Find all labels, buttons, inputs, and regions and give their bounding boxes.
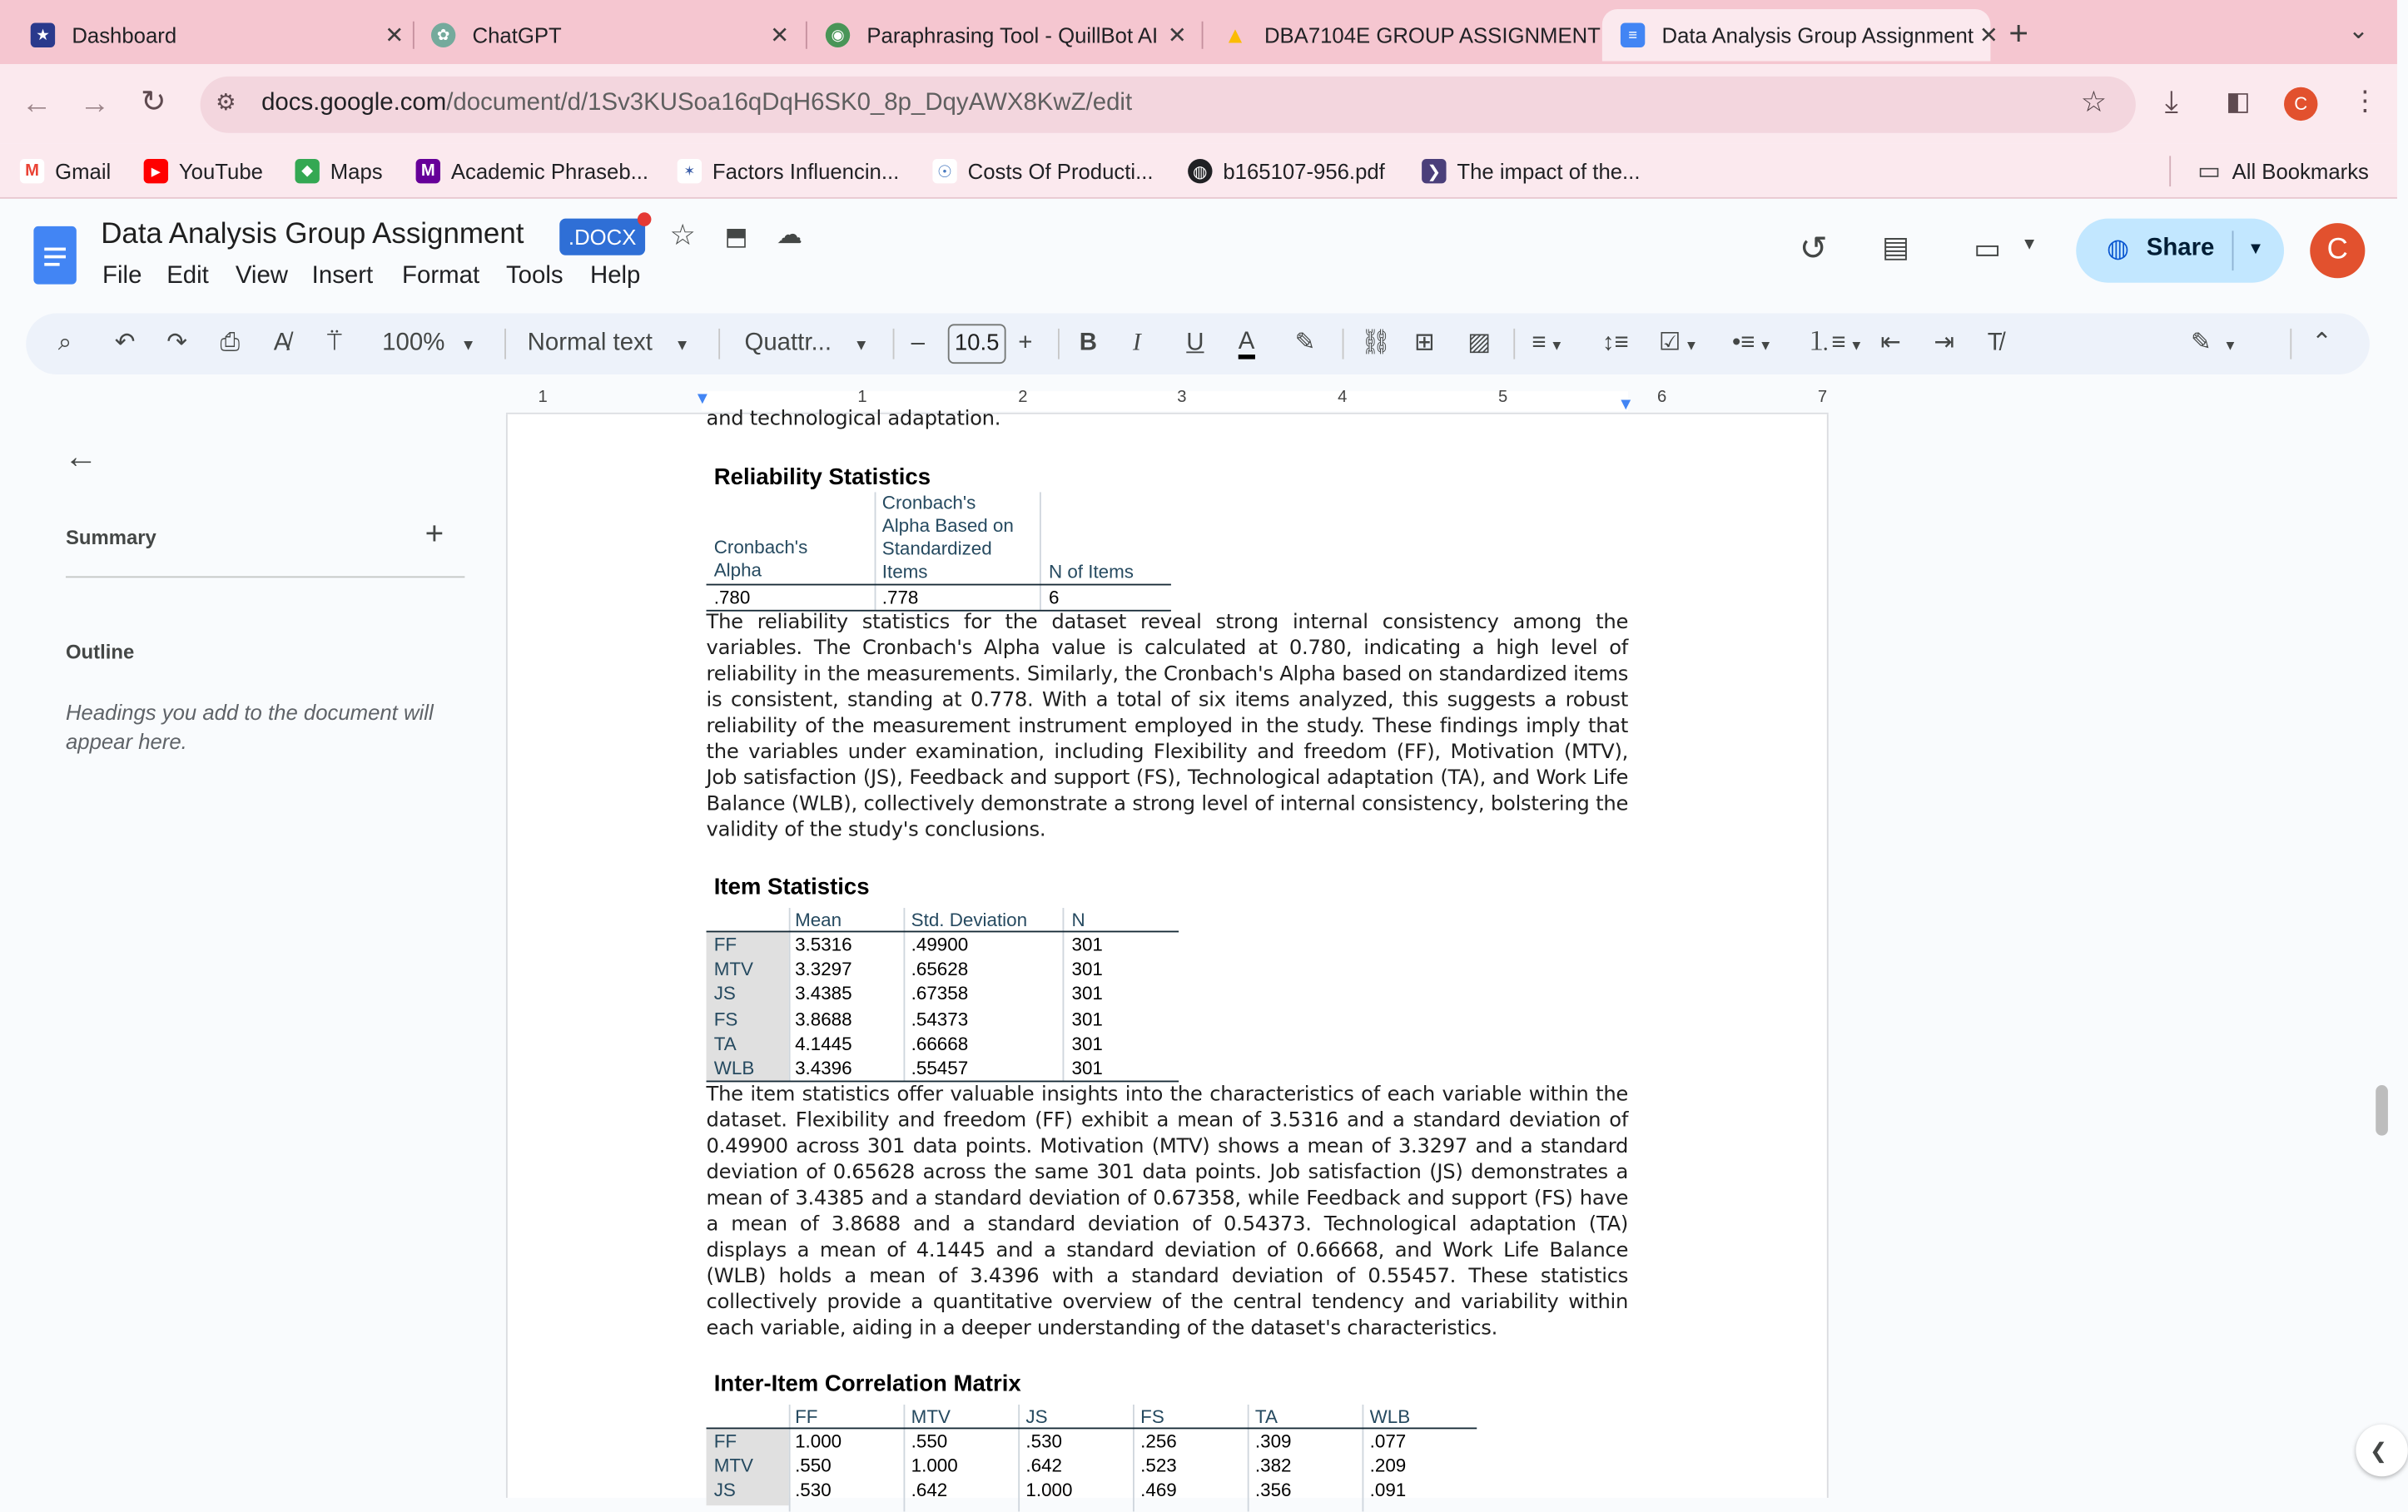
tab-search-icon[interactable]: ⌄ — [2348, 18, 2369, 45]
tab-title: ChatGPT — [472, 22, 562, 47]
decrease-indent-icon[interactable]: ⇤ — [1880, 330, 1901, 356]
arrow-site-icon: ❯ — [1422, 159, 1446, 183]
forward-icon[interactable]: → — [79, 87, 111, 121]
corr-header: FF — [795, 1405, 818, 1428]
corr-row-label: JS — [713, 1480, 736, 1502]
item-row-label: FS — [713, 1008, 738, 1030]
menu-insert[interactable]: Insert — [311, 262, 374, 290]
corr-cell: .382 — [1254, 1455, 1292, 1477]
corr-cell: 1.000 — [1025, 1480, 1073, 1502]
item-cell-sd: .67358 — [911, 983, 969, 1005]
item-stats-title: Item Statistics — [713, 874, 870, 900]
item-cell-sd: .55457 — [911, 1057, 969, 1079]
scrollbar-thumb[interactable] — [2376, 1085, 2388, 1136]
item-row-label: WLB — [713, 1057, 755, 1079]
close-icon[interactable]: ✕ — [385, 22, 405, 49]
item-row-label: FF — [713, 934, 737, 955]
style-select[interactable]: Normal text ▼ — [527, 330, 690, 356]
bookmark-costs[interactable]: ☉ Costs Of Producti... — [932, 156, 1153, 186]
globe-icon: ◍ — [2106, 234, 2130, 263]
item-stats-paragraph: The item statistics offer valuable insights into the characteristics of each variable within the dataset. Flexibility and freedom (FF) exhibit a mean of 3.5316 and a standard deviation of 0.49900 across 301 data points. Motivation (MTV) shows a mean of 3.3297 and a standard deviation of 0.65628 across the same 301 data points. Job satisfaction (JS) demonstrates a mean of 3.4385 and a standard deviation of 0.67358, while Feedback and support (FS) have a mean of 3.8688 and a standard deviation of 0.54373. Technological adaptation (TA) displays a mean of 4.1445 and a standard deviation of 0.66668, and Work Life Balance (WLB) holds a mean of 3.4396 with a standard deviation of 0.55457. These statistics collectively provide a quantitative overview of the central tendency and variability within each variable, aiding in a deeper understanding of the dataset's characteristics. — [706, 1083, 1629, 1341]
openai-icon: ✿ — [431, 23, 455, 47]
underline-icon[interactable]: U — [1186, 330, 1204, 356]
bookmark-gmail[interactable]: M Gmail — [20, 156, 111, 186]
reliability-title: Reliability Statistics — [713, 464, 931, 491]
url-host: docs.google.com — [261, 90, 447, 116]
increase-font-size-icon[interactable]: + — [1018, 330, 1033, 356]
rel-header-alpha: Cronbach's Alpha — [713, 536, 808, 581]
bookmark-pdf[interactable]: ◍ b165107-956.pdf — [1188, 156, 1385, 186]
bold-icon[interactable]: B — [1079, 330, 1097, 356]
close-icon[interactable]: ✕ — [770, 22, 790, 49]
docs-logo-icon[interactable] — [33, 226, 76, 285]
rel-value-std: .778 — [881, 587, 919, 609]
outline-label: Outline — [65, 640, 135, 664]
rel-header-n: N of Items — [1048, 561, 1134, 582]
close-icon[interactable]: ✕ — [1979, 22, 1998, 49]
correlation-title: Inter-Item Correlation Matrix — [713, 1371, 1021, 1397]
redo-icon[interactable]: ↷ — [166, 330, 187, 356]
star-icon[interactable]: ☆ — [669, 220, 696, 253]
star-shield-icon: ★ — [31, 23, 55, 47]
item-cell-sd: .66668 — [911, 1033, 969, 1054]
rel-value-n: 6 — [1048, 587, 1060, 609]
outline-panel — [26, 414, 504, 1498]
tab-quillbot[interactable] — [807, 9, 1193, 61]
corr-cell: .550 — [795, 1455, 832, 1477]
corr-cell: .469 — [1140, 1480, 1177, 1502]
ruler-number: 3 — [1177, 388, 1187, 407]
address-bar[interactable] — [201, 77, 2136, 133]
share-label: Share — [2146, 235, 2215, 262]
corr-cell: .209 — [1369, 1455, 1407, 1477]
font-select[interactable]: Quattr... ▼ — [744, 330, 869, 356]
bookmark-maps[interactable]: ⬥ Maps — [295, 156, 382, 186]
corr-cell: 1.000 — [795, 1430, 842, 1452]
corr-cell: .530 — [1025, 1430, 1063, 1452]
site-icon: ☉ — [932, 159, 956, 183]
chevron-down-icon: ▼ — [853, 337, 869, 355]
insert-image-icon[interactable]: ▨ — [1467, 330, 1492, 356]
menu-file[interactable]: File — [102, 262, 142, 290]
ruler-number: 1 — [538, 388, 548, 407]
item-cell-sd: .54373 — [911, 1008, 969, 1030]
badge-dot — [638, 212, 652, 226]
side-panel-toggle[interactable]: ❮ — [2356, 1425, 2407, 1476]
cut-off-line: and technological adaptation. — [706, 408, 1001, 431]
tab-chatgpt[interactable] — [413, 9, 795, 61]
italic-icon[interactable]: I — [1132, 330, 1141, 356]
profile-avatar[interactable]: C — [2284, 87, 2317, 121]
increase-indent-icon[interactable]: ⇥ — [1934, 330, 1955, 356]
ruler-number: 6 — [1656, 388, 1667, 407]
add-comment-icon[interactable]: ⊞ — [1413, 330, 1435, 356]
menu-tools[interactable]: Tools — [505, 262, 564, 290]
search-menus-icon[interactable]: ⌕ — [57, 330, 72, 356]
summary-label: Summary — [65, 525, 156, 549]
item-cell-mean: 4.1445 — [795, 1033, 852, 1054]
corr-cell: .356 — [1254, 1480, 1292, 1502]
spellcheck-icon[interactable]: A̸ — [273, 330, 290, 356]
chevron-down-icon: ▼ — [674, 337, 690, 355]
corr-cell: 1.000 — [911, 1455, 958, 1477]
add-summary-icon[interactable]: + — [425, 516, 444, 553]
item-row-label: JS — [713, 983, 736, 1005]
side-panel-icon[interactable]: ◧ — [2226, 87, 2251, 116]
menu-help[interactable]: Help — [589, 262, 641, 290]
editing-mode-icon[interactable]: ✎ ▼ — [2190, 330, 2237, 356]
menu-format[interactable]: Format — [402, 262, 480, 290]
share-dropdown-icon[interactable]: ▼ — [2247, 240, 2264, 259]
item-header-mean: Mean — [795, 909, 842, 931]
share-button[interactable] — [2076, 219, 2284, 283]
corr-header: FS — [1140, 1405, 1164, 1428]
journal-icon: ✶ — [678, 159, 702, 183]
decrease-font-size-icon[interactable]: – — [911, 330, 926, 356]
item-cell-n: 301 — [1071, 934, 1103, 955]
item-cell-n: 301 — [1071, 1033, 1103, 1054]
globe-icon: ◍ — [1188, 159, 1212, 183]
corr-header: JS — [1025, 1405, 1048, 1428]
ruler-number: 2 — [1018, 388, 1028, 407]
document-title[interactable]: Data Analysis Group Assignment — [101, 218, 524, 251]
font-size-input[interactable]: 10.5 — [948, 324, 1006, 364]
bulleted-list-icon[interactable]: •≡ ▼ — [1731, 330, 1773, 356]
docs-header — [0, 201, 2397, 312]
reliability-paragraph: The reliability statistics for the dataset reveal strong internal consistency among the variables. The Cronbach's Alpha value is calculated at 0.780, indicating a high level of reliability in the measurements. Similarly, the Cronbach's Alpha based on standardized items is consistent, standing at 0.778. With a total of six items analyzed, this suggests a robust reliability of the measurement instrument employed in the study. These findings imply that the variables under examination, including Flexibility and freedom (FF), Motivation (MTV), Job satisfaction (JS), Feedback and support (FS), Technological adaptation (TA), and Work Life Balance (WLB), collectively demonstrate a strong level of internal consistency, bolstering the validity of the study's conclusions. — [706, 611, 1629, 843]
browser-menu-icon[interactable]: ⋮ — [2351, 85, 2379, 116]
corr-cell: .550 — [911, 1430, 948, 1452]
checklist-icon[interactable]: ☑ ▼ — [1658, 330, 1699, 356]
bookmark-impact[interactable]: ❯ The impact of the... — [1422, 156, 1640, 186]
item-header-sd: Std. Deviation — [911, 909, 1028, 931]
corr-row-label: MTV — [713, 1455, 754, 1477]
new-tab-icon[interactable]: + — [2008, 13, 2029, 52]
item-cell-mean: 3.8688 — [795, 1008, 852, 1030]
tab-title: DBA7104E GROUP ASSIGNMENT — [1264, 22, 1601, 47]
move-folder-icon[interactable]: ⬒ — [724, 224, 748, 251]
bookmark-academic[interactable]: M Academic Phraseb... — [416, 156, 648, 186]
account-avatar[interactable]: C — [2310, 223, 2365, 278]
chevron-down-icon: ▼ — [460, 337, 476, 355]
tab-title: Dashboard — [72, 22, 177, 47]
item-cell-n: 301 — [1071, 1008, 1103, 1030]
all-bookmarks[interactable]: ▭ All Bookmarks — [2197, 159, 2369, 186]
undo-icon[interactable]: ↶ — [114, 330, 136, 356]
tab-strip — [0, 0, 2397, 64]
line-spacing-icon[interactable]: ↕≡ — [1601, 330, 1629, 356]
ruler-number: 5 — [1497, 388, 1508, 407]
tab-drive[interactable] — [1204, 9, 1601, 61]
youtube-icon: ▶ — [144, 159, 168, 183]
corr-cell: .642 — [1025, 1455, 1063, 1477]
insert-link-icon[interactable]: ⛓ — [1360, 330, 1392, 356]
corr-cell: .530 — [795, 1480, 832, 1502]
item-header-n: N — [1071, 909, 1085, 931]
align-icon[interactable]: ≡ ▼ — [1532, 330, 1564, 356]
item-cell-mean: 3.3297 — [795, 958, 852, 980]
bookmark-factors[interactable]: ✶ Factors Influencin... — [678, 156, 900, 186]
highlight-icon[interactable]: ✎ — [1294, 330, 1316, 356]
item-cell-n: 301 — [1071, 983, 1103, 1005]
paint-format-icon[interactable]: ⍡ — [327, 330, 342, 356]
ruler-number: 4 — [1338, 388, 1348, 407]
tab-title: Data Analysis Group Assignment — [1661, 22, 1974, 47]
document-page[interactable] — [506, 408, 1829, 1502]
back-arrow-icon[interactable]: ← — [64, 437, 98, 476]
close-icon[interactable]: ✕ — [1167, 22, 1187, 49]
item-cell-sd: .65628 — [911, 958, 969, 980]
corr-cell: .642 — [911, 1480, 948, 1502]
clear-formatting-icon[interactable]: T̸ — [1987, 330, 2003, 356]
corr-row-label: FF — [713, 1430, 737, 1452]
rel-value-alpha: .780 — [713, 587, 751, 609]
comments-icon[interactable]: ▤ — [1881, 232, 1909, 265]
collapse-menus-icon[interactable]: ⌃ — [2311, 330, 2332, 356]
reload-icon[interactable]: ↻ — [140, 85, 166, 120]
docs-icon: ≡ — [1621, 23, 1645, 47]
drive-icon: ▲ — [1224, 22, 1247, 48]
item-row-label: MTV — [713, 958, 754, 980]
tab-title: Paraphrasing Tool - QuillBot AI — [866, 22, 1159, 47]
version-history-icon[interactable]: ↺ — [1799, 229, 1828, 268]
rel-header-std: Cronbach's Alpha Based on Standardized Items — [881, 492, 1014, 582]
bookmark-youtube[interactable]: ▶ YouTube — [144, 156, 263, 186]
manchester-icon: M — [416, 159, 440, 183]
tab-docs-active[interactable] — [1602, 9, 1998, 61]
maps-icon: ⬥ — [295, 159, 319, 183]
docx-badge[interactable]: .DOCX — [559, 219, 645, 255]
corr-cell: .077 — [1369, 1430, 1407, 1452]
item-cell-sd: .49900 — [911, 934, 969, 955]
quillbot-icon: ◉ — [826, 23, 850, 47]
download-icon[interactable]: ⤓ — [2164, 85, 2179, 120]
corr-cell: .523 — [1140, 1455, 1177, 1477]
ruler-number: 7 — [1817, 388, 1828, 407]
outline-hint: Headings you add to the document will appear here. — [65, 700, 434, 754]
item-cell-mean: 3.5316 — [795, 934, 852, 955]
zoom-select[interactable]: 100% ▼ — [382, 330, 476, 356]
meet-icon[interactable]: ▭ — [1974, 234, 2002, 266]
corr-cell: .309 — [1254, 1430, 1292, 1452]
item-row-label: TA — [713, 1033, 737, 1054]
print-icon[interactable]: ⎙ — [220, 330, 241, 356]
site-info-icon[interactable]: ⚙ — [215, 90, 236, 116]
gmail-icon: M — [20, 159, 44, 183]
folder-icon: ▭ — [2197, 159, 2221, 186]
corr-cell: .256 — [1140, 1430, 1177, 1452]
meet-dropdown-icon[interactable]: ▼ — [2021, 235, 2038, 254]
item-cell-mean: 3.4385 — [795, 983, 852, 1005]
corr-cell: .091 — [1369, 1480, 1407, 1502]
left-indent-marker[interactable]: ▼ — [693, 389, 711, 409]
corr-header: TA — [1254, 1405, 1278, 1428]
numbered-list-icon[interactable]: ⒈≡ ▼ — [1806, 330, 1864, 356]
item-cell-mean: 3.4396 — [795, 1057, 852, 1079]
right-indent-marker[interactable]: ▼ — [1617, 395, 1635, 414]
back-icon[interactable]: ← — [21, 87, 52, 121]
bookmark-star-icon[interactable]: ☆ — [2080, 87, 2108, 120]
menu-edit[interactable]: Edit — [166, 262, 209, 290]
item-cell-n: 301 — [1071, 1057, 1103, 1079]
menu-view[interactable]: View — [235, 262, 289, 290]
corr-header: MTV — [911, 1405, 951, 1428]
item-cell-n: 301 — [1071, 958, 1103, 980]
cloud-status-icon[interactable]: ☁ — [777, 220, 803, 250]
url-path: /document/d/1Sv3KUSoa16qDqH6SK0_8p_DqyAWX8KwZ/edit — [446, 90, 1133, 116]
corr-header: WLB — [1369, 1405, 1411, 1428]
text-color-icon[interactable]: A — [1239, 329, 1255, 359]
ruler-number: 1 — [857, 388, 867, 407]
tab-dashboard[interactable] — [12, 9, 410, 61]
